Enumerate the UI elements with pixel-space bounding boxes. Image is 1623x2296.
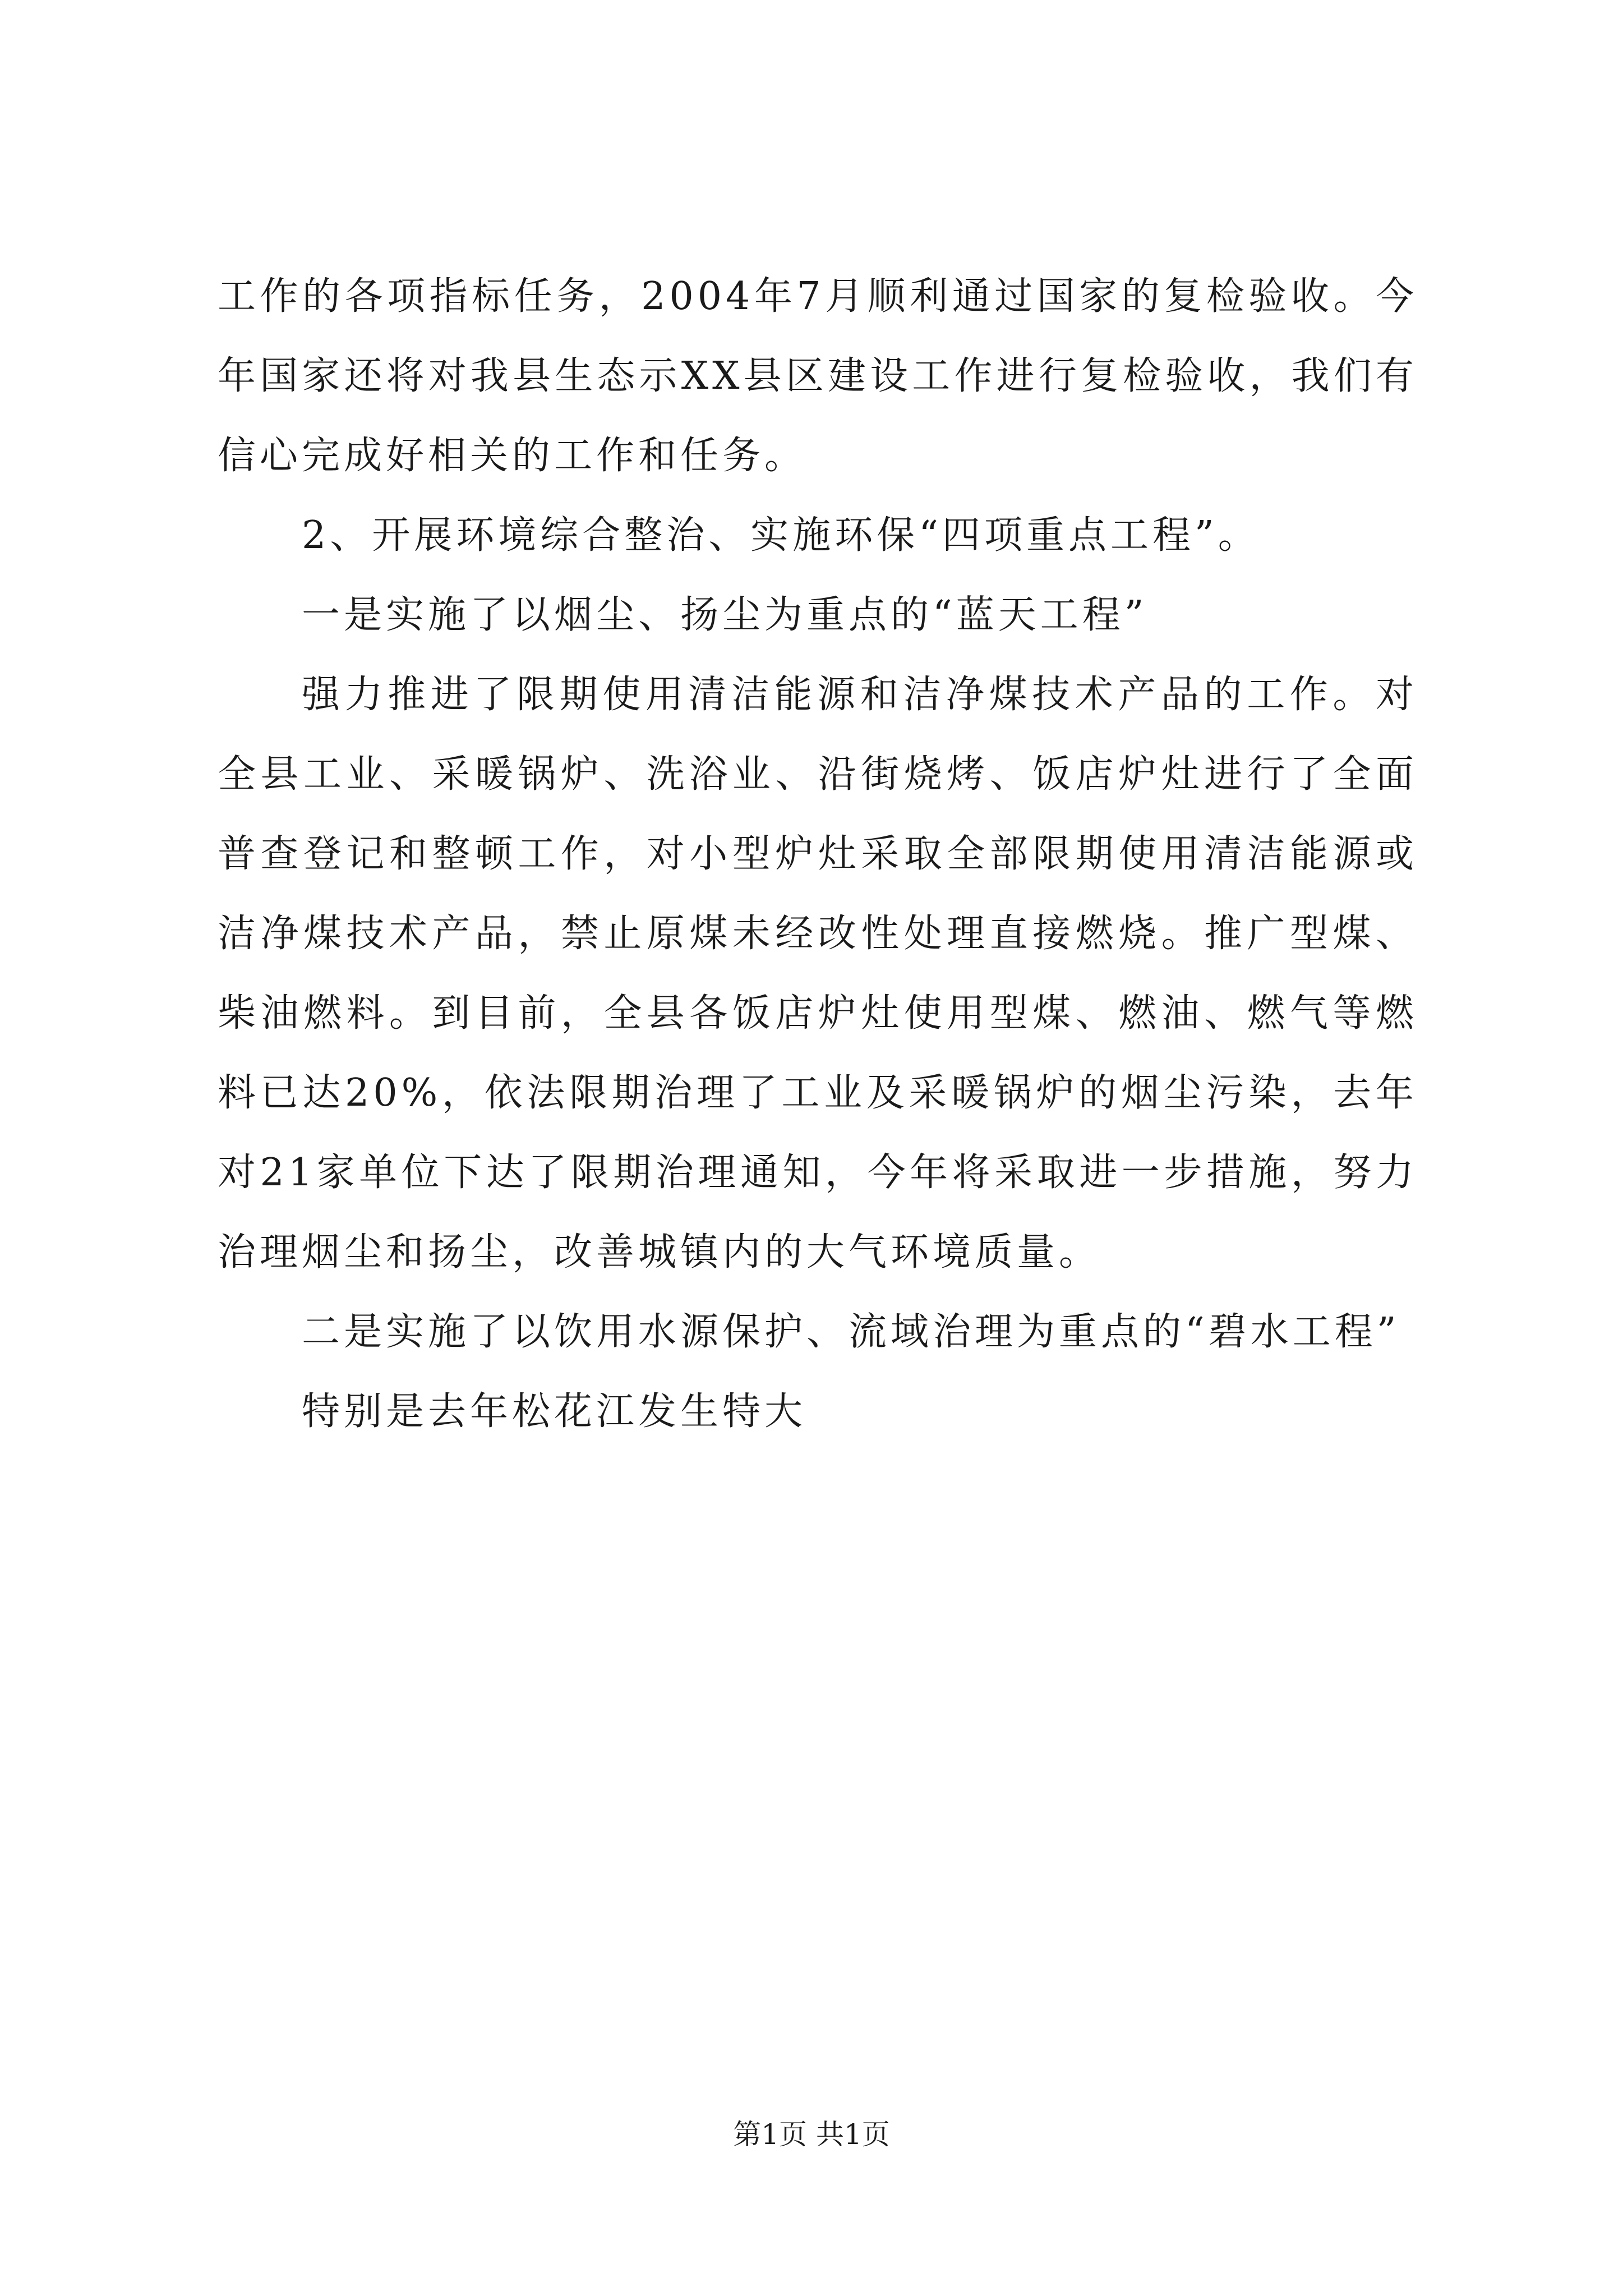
subheading-clear-water-project: 二是实施了以饮用水源保护、流域治理为重点的“碧水工程” xyxy=(302,1310,1400,1354)
document-body xyxy=(218,257,1418,1452)
paragraph-clean-energy: 强力推进了限期使用清洁能源和洁净煤技术产品的工作。对全县工业、采暖锅炉、洗浴业、沿街烧烤、饭店炉灶进行了全面普查登记和整顿工作，对小型炉灶采取全部限期使用清洁能源或洁净煤技术产品，禁止原煤未经改性处理直接燃烧。推广型煤、柴油燃料。到目前，全县各饭店炉灶使用型煤、燃油、燃气等燃料已达20%，依法限期治理了工业及采暖锅炉的烟尘污染，去年对21家单位下达了限期治理通知，今年将采取进一步措施，努力治理烟尘和扬尘，改善城镇内的大气环境质量。 xyxy=(218,673,1418,1274)
paragraph-continuation: 工作的各项指标任务，2004年7月顺利通过国家的复检验收。今年国家还将对我县生态示XX县区建设工作进行复检验收，我们有信心完成好相关的工作和任务。 xyxy=(218,274,1418,478)
paragraph-songhua-river: 特别是去年松花江发生特大 xyxy=(302,1389,807,1434)
subheading-blue-sky-project: 一是实施了以烟尘、扬尘为重点的“蓝天工程” xyxy=(302,593,1148,637)
page-number-footer: 第1页 共1页 xyxy=(733,2118,890,2151)
section-heading-2: 2、开展环境综合整治、实施环保“四项重点工程”。 xyxy=(302,513,1260,558)
